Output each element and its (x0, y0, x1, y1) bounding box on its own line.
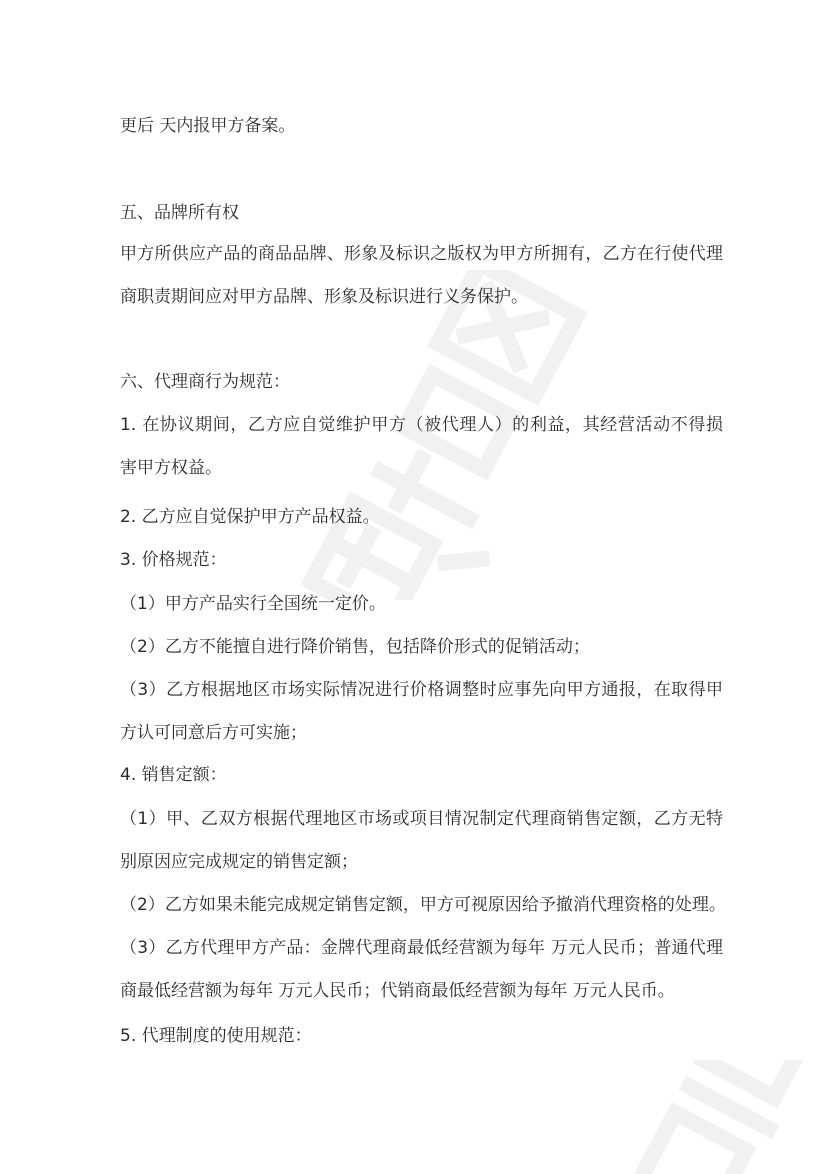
sub-list-item: （1）甲、乙双方根据代理地区市场或项目情况制定代理商销售定额，乙方无特 (120, 809, 723, 829)
section-heading: 五、品牌所有权 (120, 203, 239, 223)
list-item: 3. 价格规范： (120, 550, 227, 570)
list-item: 5. 代理制度的使用规范： (120, 1026, 312, 1046)
paragraph-line: 1. 在协议期间，乙方应自觉维护甲方（被代理人）的利益，其经营活动不得损 (120, 415, 723, 435)
sub-list-item: （1）甲方产品实行全国统一定价。 (120, 594, 386, 614)
paragraph-line: 商最低经营额为每年 万元人民币；代销商最低经营额为每年 万元人民币。 (120, 981, 675, 1001)
section-heading: 六、代理商行为规范： (120, 372, 290, 392)
paragraph-line: 别原因应完成规定的销售定额； (120, 852, 358, 872)
paragraph-line: 更后 天内报甲方备案。 (120, 116, 296, 136)
list-item: 2. 乙方应自觉保护甲方产品权益。 (120, 507, 380, 527)
sub-list-item: （3）乙方根据地区市场实际情况进行价格调整时应事先向甲方通报，在取得甲 (120, 680, 723, 700)
list-item: 4. 销售定额： (120, 765, 227, 785)
sub-list-item: （3）乙方代理甲方产品：金牌代理商最低经营额为每年 万元人民币；普通代理 (120, 938, 723, 958)
sub-list-item: （2）乙方不能擅自进行降价销售，包括降价形式的促销活动； (120, 637, 590, 657)
paragraph-line: 商职责期间应对甲方品牌、形象及标识进行义务保护。 (120, 287, 528, 307)
paragraph-line: 甲方所供应产品的商品品牌、形象及标识之版权为甲方所拥有，乙方在行使代理 (120, 244, 723, 264)
sub-list-item: （2）乙方如果未能完成规定销售定额，甲方可视原因给予撤消代理资格的处理。 (120, 895, 726, 915)
paragraph-line: 方认可同意后方可实施； (120, 723, 307, 743)
paragraph-line: 害甲方权益。 (120, 458, 222, 478)
